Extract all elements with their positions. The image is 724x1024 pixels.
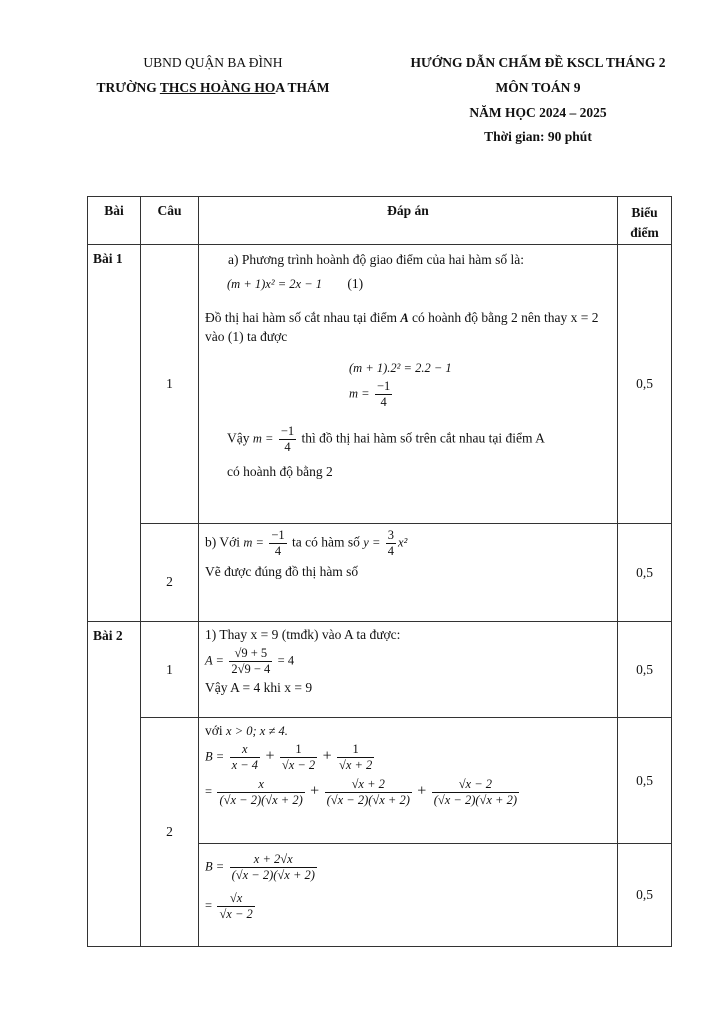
doc-title: HƯỚNG DẪN CHẤM ĐỀ KSCL THÁNG 2	[410, 55, 666, 70]
cau2-y: y =	[363, 535, 381, 550]
cau2-m: m =	[243, 535, 264, 550]
t3-fraction	[337, 742, 374, 773]
table-row	[88, 524, 672, 622]
v-num: x + 2√x	[230, 852, 317, 868]
score: 0,5	[618, 718, 672, 844]
table-row	[88, 622, 672, 718]
a-rhs: = 4	[277, 653, 295, 668]
cau-number: 1	[141, 245, 199, 524]
explanation-part2: có hoành độ bằng 2 nên thay x = 2 vào (1) ta được	[205, 310, 599, 344]
u1-num: x	[217, 777, 304, 793]
conclusion-line2: có hoành độ bằng 2	[227, 463, 333, 479]
u3-fraction	[432, 777, 519, 808]
col-header-cau: Câu	[141, 197, 199, 245]
cau2-m-num: −1	[271, 528, 285, 542]
cau2-line1	[205, 528, 611, 559]
subject: MÔN TOÁN 9	[495, 80, 581, 95]
v-den: (√x − 2)(√x + 2)	[231, 868, 315, 882]
equation-3	[349, 379, 611, 410]
v-fraction	[230, 852, 317, 883]
u2-num: √x + 2	[325, 777, 412, 793]
school-year: NĂM HỌC 2024 – 2025	[469, 105, 607, 120]
answer-cell	[199, 245, 618, 524]
t1-num: x	[230, 742, 260, 758]
eq3-fraction	[375, 379, 392, 410]
u3-num: √x − 2	[432, 777, 519, 793]
equation-a	[205, 646, 611, 677]
department-name: UBND QUẬN BA ĐÌNH	[143, 55, 283, 70]
eq1: (m + 1)x² = 2x − 1	[227, 277, 323, 292]
equation-b: B = $\frac{x}{x - 4}$ + $\frac{1}{√x - 2}$ + $\frac{1}{√x + 2}$	[205, 742, 373, 773]
bai2-label: Bài 2	[88, 622, 141, 947]
eq3-den: 4	[380, 394, 387, 409]
intro-text: 1) Thay x = 9 (tmđk) vào A ta được:	[205, 627, 401, 642]
col-header-dap-an: Đáp án	[199, 197, 618, 245]
concl-num: −1	[280, 423, 295, 438]
answer-cell	[199, 524, 618, 622]
eq3-num: −1	[376, 378, 391, 393]
school-name	[68, 80, 358, 96]
concl-m: m =	[252, 431, 274, 446]
cau2-y-fraction	[386, 528, 396, 559]
cau-number: 2	[141, 718, 199, 947]
score: 0,5	[618, 245, 672, 524]
conclusion	[227, 424, 611, 455]
equation-2: (m + 1).2² = 2.2 − 1	[349, 360, 452, 375]
equation-1	[227, 275, 611, 293]
col-header-bieu-diem: Biểu điểm	[618, 197, 672, 245]
intro-text: a) Phương trình hoành độ giao điểm của hai hàm số là:	[228, 252, 525, 267]
t2-num: 1	[280, 742, 317, 758]
table-header-row	[88, 197, 672, 245]
exam-duration: Thời gian: 90 phút	[484, 129, 592, 144]
concl-pre: Vậy	[227, 430, 250, 446]
eq3-lhs: m =	[349, 386, 370, 401]
u2-den: (√x − 2)(√x + 2)	[326, 793, 410, 808]
cau-number: 1	[141, 622, 199, 718]
u3-den: (√x − 2)(√x + 2)	[433, 793, 518, 808]
concl-post: thì đồ thị hai hàm số trên cắt nhau tại điểm A	[301, 430, 545, 446]
t3-den: √x + 2	[338, 758, 373, 773]
explanation-part1: Đồ thị hai hàm số cắt nhau tại điểm	[205, 310, 397, 326]
u1-den: (√x − 2)(√x + 2)	[219, 793, 303, 808]
score: 0,5	[618, 844, 672, 947]
u2-fraction	[325, 777, 412, 808]
cond: x > 0; x ≠ 4.	[226, 724, 288, 738]
w-den: √x − 2	[219, 907, 253, 921]
a-den: 2√9 − 4	[231, 662, 271, 677]
conclusion: Vậy A = 4 khi x = 9	[205, 680, 313, 696]
school-name-prefix: TRƯỜNG	[96, 80, 160, 95]
equation-v	[205, 852, 611, 883]
score: 0,5	[618, 622, 672, 718]
u1-fraction	[217, 777, 304, 808]
t3-num: 1	[337, 742, 374, 758]
w-num: √x	[217, 891, 254, 907]
bai1-label: Bài 1	[88, 245, 141, 622]
answer-cell	[199, 718, 618, 844]
score: 0,5	[618, 524, 672, 622]
cau2-y-tail: x²	[398, 535, 408, 550]
grading-table	[87, 196, 672, 947]
cau2-pre: b) Với	[205, 534, 241, 550]
col-header-bai: Bài	[88, 197, 141, 245]
cau2-y-den: 4	[387, 544, 395, 558]
t2-fraction	[280, 742, 317, 773]
cau2-y-num: 3	[387, 528, 395, 542]
school-name-underlined: THCS HOÀNG HO	[159, 80, 276, 95]
t1-fraction	[230, 742, 260, 773]
point-a: A	[400, 311, 409, 326]
cau2-line2: Vẽ được đúng đồ thị hàm số	[205, 564, 359, 579]
w-fraction	[217, 891, 254, 922]
concl-fraction	[279, 424, 296, 455]
t1-den: x − 4	[231, 758, 259, 773]
v-lhs: B =	[205, 859, 225, 874]
a-lhs: A =	[205, 653, 224, 668]
explanation-text	[205, 309, 611, 345]
a-num: √9 + 5	[229, 646, 272, 662]
cau2-mid: ta có hàm số	[292, 534, 360, 550]
a-fraction	[229, 646, 272, 677]
condition	[205, 722, 611, 740]
cau2-m-den: 4	[274, 544, 282, 558]
b-lhs: B =	[205, 749, 225, 764]
school-name-suffix: A THÁM	[275, 80, 330, 95]
answer-cell	[199, 844, 618, 947]
table-row	[88, 718, 672, 844]
equation-w: = $\frac{√x}{√x - 2}$	[205, 891, 253, 921]
answer-cell	[199, 622, 618, 718]
equation-b-expanded: = $\frac{x}{(√x - 2)(√x + 2)}$ + $\frac{√x + 2}{(√x - 2)(√x + 2)}$ + $\frac{√x - 2}{(√x - 2)(√x + 2)}$	[205, 777, 518, 808]
concl-den: 4	[284, 439, 291, 454]
table-row	[88, 245, 672, 524]
t2-den: √x − 2	[281, 758, 316, 773]
eq1-tag: (1)	[347, 276, 364, 292]
cau-number: 2	[141, 524, 199, 622]
cond-pre: với	[205, 723, 223, 738]
cau2-m-fraction	[269, 528, 286, 559]
